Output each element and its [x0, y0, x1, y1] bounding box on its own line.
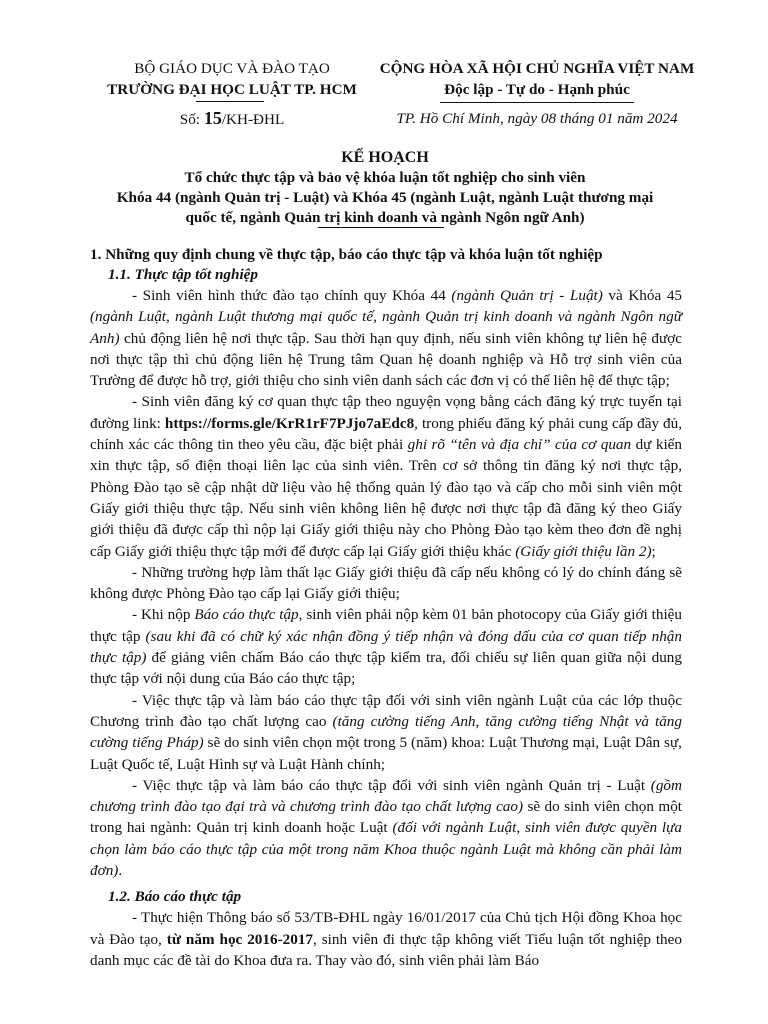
place-and-date: TP. Hồ Chí Minh, ngày 08 tháng 01 năm 2024	[396, 110, 678, 127]
text-run: - Thực hiện Thông báo số 53/TB-ĐHL ngày 16/01/2017 của Chủ tịch Hội đồng Khoa học và Đào tạo,	[90, 909, 682, 948]
document-header	[0, 58, 768, 138]
text-run: - Sinh viên hình thức đào tạo chính quy Khóa 44	[132, 287, 452, 304]
national-motto: Độc lập - Tự do - Hạnh phúc	[444, 81, 630, 98]
paragraph-management-law	[90, 775, 682, 881]
national-heading	[368, 58, 706, 129]
text-run: chủ động liên hệ nơi thực tập. Sau thời hạn quy định, nếu sinh viên không tự liên hệ được nơi thực tập thì chủ động liên hệ Trung tâm Quan hệ doanh nghiệp và Hỗ trợ sinh viên của Trường để được hỗ trợ, giới thiệu cho sinh viên danh sách các đơn vị có thể liên hệ để thực tập;	[90, 329, 682, 390]
registration-link[interactable]: https://forms.gle/KrR1rF7PJjo7aEdc8	[164, 414, 415, 432]
italic-run: (đối với ngành Luật, sinh viên được quyền lựa chọn làm báo cáo thực tập của một trong năm Khoa thuộc ngành Luật mà không cần phải làm đơn)	[90, 819, 682, 880]
issuing-agency	[86, 58, 378, 130]
plan-title	[60, 148, 710, 228]
text-run: sẽ do sinh viên chọn một trong 5 (năm) khoa: Luật Thương mại, Luật Dân sự, Luật Quốc tế, Luật Hình sự và Luật Hành chính;	[90, 734, 682, 773]
doc-number-prefix: Số:	[179, 111, 204, 128]
italic-run: (tăng cường tiếng Anh, tăng cường tiếng Nhật và tăng cường tiếng Pháp)	[90, 712, 682, 752]
country-name: CỘNG HÒA XÃ HỘI CHỦ NGHĨA VIỆT NAM	[379, 60, 695, 77]
document-number	[86, 108, 378, 130]
text-run: - Việc thực tập và làm báo cáo thực tập đối với sinh viên ngành Luật của các lớp thuộc Chương trình đào tạo chất lượng cao	[90, 691, 682, 730]
plan-title-line-1: Tổ chức thực tập và bảo vệ khóa luận tốt nghiệp cho sinh viên	[184, 169, 586, 186]
text-run: để giảng viên chấm Báo cáo thực tập kiểm tra, đối chiếu sự liên quan giữa nội dung thực tập với nội dung của Báo cáo thực tập;	[90, 649, 682, 688]
text-run: - Những trường hợp làm thất lạc Giấy giới thiệu đã cấp nếu không có lý do chính đáng sẽ không được Phòng Đào tạo cấp lại Giấy giới thiệu;	[90, 563, 682, 603]
agency-underline	[196, 101, 264, 102]
bold-run: từ năm học 2016-2017	[166, 930, 314, 948]
text-run: sẽ do sinh viên chọn một trong hai ngành: Quản trị kinh doanh hoặc Luật	[90, 798, 683, 837]
section-1-heading: 1. Những quy định chung về thực tập, báo cáo thực tập và khóa luận tốt nghiệp	[90, 246, 603, 263]
paragraph-report-notice	[90, 907, 682, 971]
text-run: , sinh viên đi thực tập không viết Tiểu luận tốt nghiệp theo danh mục các đề tài do Khoa đưa ra. Thay vào đó, sinh viên phải làm Báo	[90, 930, 682, 969]
doc-number-value: 15	[203, 108, 222, 128]
text-run: - Khi nộp	[132, 606, 195, 624]
text-run: , sinh viên phải nộp kèm 01 bản photocopy của Giấy giới thiệu thực tập	[90, 606, 682, 645]
text-run: và Khóa 45	[602, 287, 683, 304]
text-run: dự kiến xin thực tập, số điện thoại liên lạc của sinh viên. Trên cơ sở thông tin đăng ký nơi thực tập, Phòng Đào tạo sẽ cập nhật dữ liệu vào hệ thống quản lý đào tạo và cấp cho mỗi sinh viên một Giấy giới thiệu thực tập. Nếu sinh viên không liên hệ được nơi thực tập đã đăng ký theo Giấy giới thiệu đã được cấp thì nộp lại Giấy giới thiệu này cho Phòng Đào tạo kèm theo đơn đề nghị cấp Giấy giới thiệu thực tập mới để được cấp lại Giấy giới thiệu khác	[90, 436, 682, 560]
plan-title-main: KẾ HOẠCH	[341, 149, 429, 166]
text-run: - Việc thực tập và làm báo cáo thực tập đối với sinh viên ngành Quản trị - Luật	[132, 776, 651, 794]
text-run: , trong phiếu đăng ký phải cung cấp đầy đủ, chính xác các thông tin theo yêu cầu, đặc biệt phải	[90, 414, 683, 454]
italic-run: (ngành Quản trị - Luật)	[451, 287, 603, 304]
ministry-name: BỘ GIÁO DỤC VÀ ĐÀO TẠO	[134, 60, 330, 77]
paragraph-lost-letter	[90, 562, 682, 605]
title-underline	[318, 227, 444, 228]
italic-run: (Giấy giới thiệu lần 2)	[515, 542, 652, 560]
paragraph-contact-internship	[90, 285, 682, 391]
italic-run: Báo cáo thực tập	[194, 606, 299, 624]
italic-run: (gồm chương trình đào tạo đại trà và chương trình đào tạo chất lượng cao)	[90, 776, 682, 816]
document-body	[90, 245, 682, 971]
section-1-2-heading: 1.2. Báo cáo thực tập	[108, 888, 242, 906]
paragraph-law-high-quality	[90, 690, 682, 775]
university-name: TRƯỜNG ĐẠI HỌC LUẬT TP. HCM	[107, 81, 357, 98]
paragraph-report-submission	[90, 604, 682, 689]
doc-number-suffix: /KH-ĐHL	[221, 111, 285, 128]
italic-run: ghi rõ “tên và địa chỉ” của cơ quan	[407, 436, 632, 454]
plan-title-line-2: Khóa 44 (ngành Quản trị - Luật) và Khóa 45 (ngành Luật, ngành Luật thương mại	[116, 189, 654, 206]
plan-title-line-3: quốc tế, ngành Quản trị kinh doanh và ngành Ngôn ngữ Anh)	[185, 209, 585, 226]
text-run: - Sinh viên đăng ký cơ quan thực tập theo nguyện vọng bằng cách đăng ký trực tuyến tại đường link:	[90, 393, 682, 432]
paragraph-online-registration	[90, 391, 682, 561]
italic-run: (ngành Luật, ngành Luật thương mại quốc tế, ngành Quản trị kinh doanh và ngành Ngôn ngữ Anh)	[90, 308, 682, 347]
italic-run: (sau khi đã có chữ ký xác nhận đồng ý tiếp nhận và đóng dấu của cơ quan tiếp nhận thực tập)	[90, 627, 682, 667]
section-1-1-heading: 1.1. Thực tập tốt nghiệp	[108, 266, 259, 283]
text-run: .	[118, 862, 123, 880]
motto-underline	[440, 102, 634, 103]
text-run: ;	[651, 542, 656, 560]
